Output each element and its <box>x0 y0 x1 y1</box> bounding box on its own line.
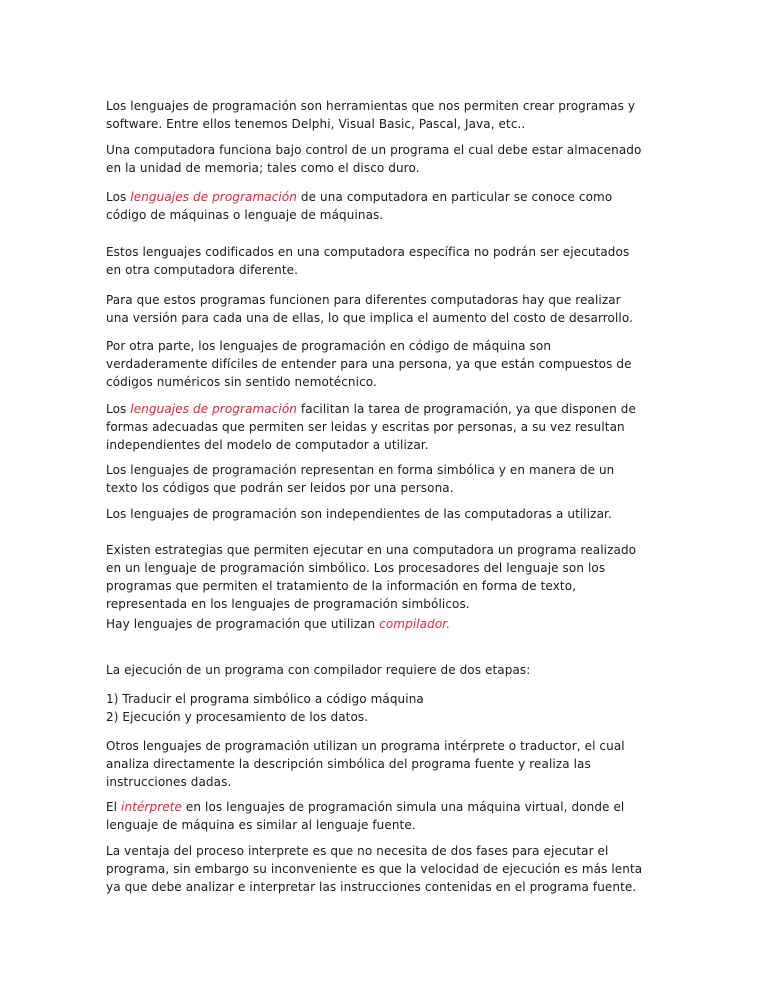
text-line <box>106 188 666 206</box>
text-line: La ventaja del proceso interprete es que no necesita de dos fases para ejecutar el <box>106 844 609 858</box>
text-line: lenguaje de máquina es similar al lenguaje fuente. <box>106 818 416 832</box>
text-segment: El <box>106 800 122 814</box>
paragraph-execution-stages <box>106 661 666 679</box>
text-line: una versión para cada una de ellas, lo que implica el aumento del costo de desarrollo. <box>106 311 634 325</box>
text-line: Estos lenguajes codificados en una computadora específica no podrán ser ejecutados <box>106 245 630 259</box>
paragraph-intro <box>106 97 666 133</box>
text-line: en un lenguaje de programación simbólico. Los procesadores del lenguaje son los <box>106 561 606 575</box>
paragraph-facilitate <box>106 400 666 454</box>
text-line: representada en los lenguajes de programación simbólicos. <box>106 597 470 611</box>
text-line: Los lenguajes de programación son independientes de las computadoras a utilizar. <box>106 507 612 521</box>
paragraph-computer-memory <box>106 141 666 177</box>
text-segment: Los <box>106 190 131 204</box>
text-line: ya que debe analizar e interpretar las instrucciones contenidas en el programa fuente. <box>106 880 637 894</box>
highlighted-term-link[interactable]: compilador <box>379 617 447 631</box>
paragraph-specific-languages <box>106 243 666 279</box>
paragraph-difficulty <box>106 337 666 391</box>
paragraph-advantage <box>106 842 666 896</box>
list-item: 2) Ejecución y procesamiento de los datos. <box>106 710 369 724</box>
stages-list <box>106 690 666 726</box>
list-item: 1) Traducir el programa simbólico a código máquina <box>106 692 424 706</box>
text-line: independientes del modelo de computador a utilizar. <box>106 438 429 452</box>
highlighted-term-link[interactable]: intérprete <box>121 800 183 814</box>
text-line: analiza directamente la descripción simbólica del programa fuente y realiza las <box>106 757 591 771</box>
paragraph-virtual-machine <box>106 798 666 834</box>
highlighted-term-link[interactable]: lenguajes de programación <box>130 402 298 416</box>
text-segment: facilitan la tarea de programación, ya que disponen de <box>297 402 636 416</box>
text-line: Una computadora funciona bajo control de un programa el cual debe estar almacenado <box>106 143 642 157</box>
text-line: Los lenguajes de programación representan en forma simbólica y en manera de un <box>106 463 615 477</box>
text-line: instrucciones dadas. <box>106 775 232 789</box>
text-line: programa, sin embargo su inconveniente es que la velocidad de ejecución es más lenta <box>106 862 643 876</box>
paragraph-symbolic <box>106 461 666 497</box>
text-line: Los lenguajes de programación son herramientas que nos permiten crear programas y <box>106 99 636 113</box>
text-segment: . <box>446 617 451 631</box>
text-segment: en los lenguajes de programación simula una máquina virtual, donde el <box>182 800 625 814</box>
text-line: Por otra parte, los lenguajes de programación en código de máquina son <box>106 339 552 353</box>
text-line <box>106 400 666 418</box>
text-line: en otra computadora diferente. <box>106 263 299 277</box>
paragraph-independent <box>106 505 666 523</box>
text-line: La ejecución de un programa con compilador requiere de dos etapas: <box>106 663 531 677</box>
highlighted-term-link[interactable]: lenguajes de programación <box>130 190 298 204</box>
text-line: software. Entre ellos tenemos Delphi, Visual Basic, Pascal, Java, etc.. <box>106 117 526 131</box>
text-line <box>106 798 666 816</box>
paragraph-compiler <box>106 615 666 633</box>
text-line: Otros lenguajes de programación utilizan un programa intérprete o traductor, el cual <box>106 739 625 753</box>
text-line: código de máquinas o lenguaje de máquinas. <box>106 208 384 222</box>
text-line: formas adecuadas que permiten ser leidas y escritas por personas, a su vez resultan <box>106 420 625 434</box>
text-segment: de una computadora en particular se conoce como <box>297 190 613 204</box>
text-line <box>106 615 666 633</box>
text-line: Existen estrategias que permiten ejecutar en una computadora un programa realizado <box>106 543 637 557</box>
text-line: verdaderamente difíciles de entender para una persona, ya que están compuestos de <box>106 357 632 371</box>
text-segment: Hay lenguajes de programación que utilizan <box>106 617 380 631</box>
text-line: en la unidad de memoria; tales como el disco duro. <box>106 161 420 175</box>
paragraph-strategies <box>106 541 666 613</box>
text-line: programas que permiten el tratamiento de la información en forma de texto, <box>106 579 577 593</box>
text-segment: Los <box>106 402 131 416</box>
paragraph-portability <box>106 291 666 327</box>
paragraph-interpreter <box>106 737 666 791</box>
text-line: texto los códigos que podrán ser leidos por una persona. <box>106 481 454 495</box>
text-line: códigos numéricos sin sentido nemotécnico. <box>106 375 377 389</box>
text-line: Para que estos programas funcionen para diferentes computadoras hay que realizar <box>106 293 621 307</box>
paragraph-machine-code <box>106 188 666 224</box>
